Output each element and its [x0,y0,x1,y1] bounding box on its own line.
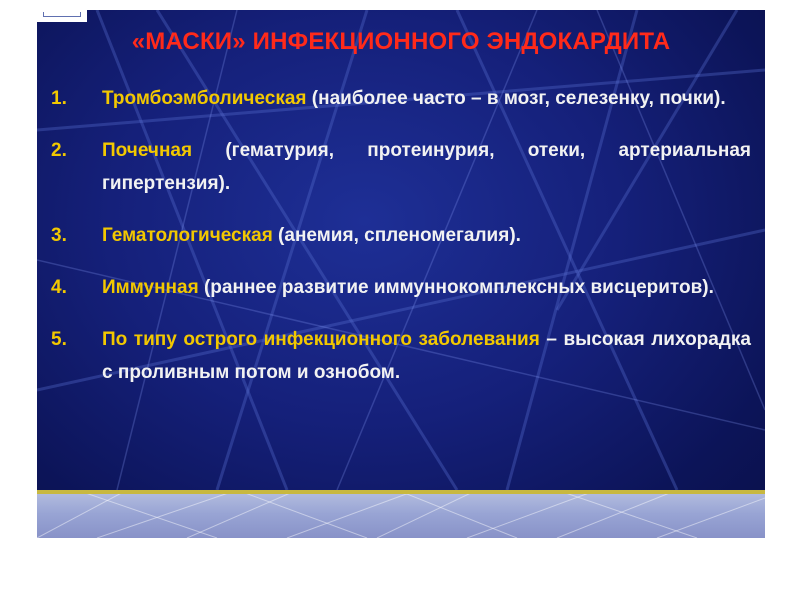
item-key-term: По типу острого инфекционного заболевания [102,329,540,350]
slide [37,10,765,538]
item-key-term: Почечная [102,140,193,161]
floor-edge [37,490,765,494]
item-description: – высокая лихорадка с проливным потом и ознобом. [102,329,751,383]
floor-band [37,490,765,538]
item-number: 2. [51,140,67,161]
item-description: (анемия, спленомегалия). [272,225,521,246]
list-item [51,271,751,304]
list-item [51,134,751,200]
list-item [51,219,751,252]
item-description: (раннее развитие иммуннокомплексных висцеритов). [198,277,714,298]
masks-list [51,82,751,408]
corner-logo-mark [37,10,87,22]
item-number: 4. [51,277,67,298]
item-description: (наиболее часто – в мозг, селезенку, почки). [306,88,726,109]
item-description: (гематурия, протеинурия, отеки, артериальная гипертензия). [102,140,751,194]
item-number: 3. [51,225,67,246]
slide-title: «МАСКИ» ИНФЕКЦИОННОГО ЭНДОКАРДИТА [131,28,671,55]
item-key-term: Тромбоэмболическая [102,88,307,109]
floor-pattern [37,490,765,538]
item-key-term: Иммунная [102,277,199,298]
list-item [51,323,751,389]
list-item [51,82,751,115]
item-number: 1. [51,88,67,109]
item-number: 5. [51,329,67,350]
item-key-term: Гематологическая [102,225,273,246]
